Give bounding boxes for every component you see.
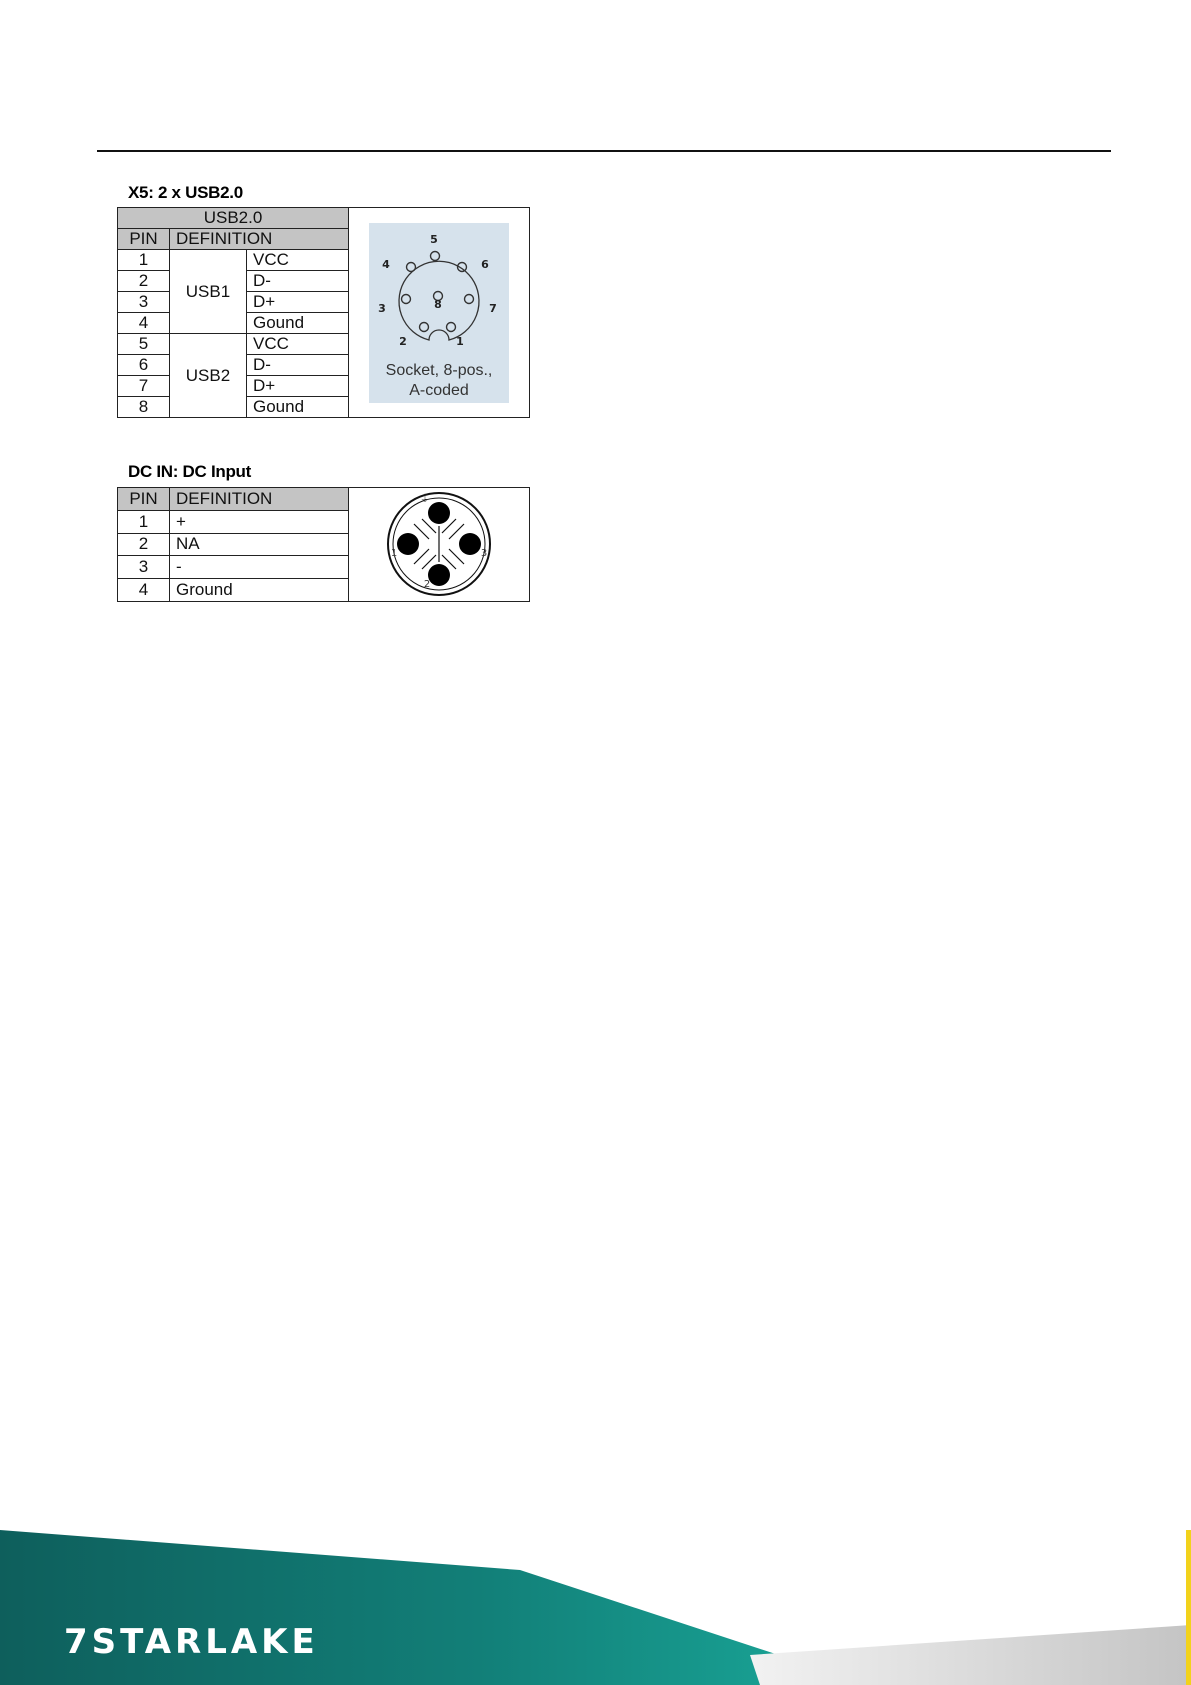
pin-number: 3	[118, 292, 170, 313]
signal-name: D+	[247, 376, 349, 397]
pin-definition: NA	[170, 533, 349, 556]
pin-label-7: 7	[489, 301, 497, 315]
pin-number: 7	[118, 376, 170, 397]
pin-number: 2	[118, 533, 170, 556]
pin-label-2: 2	[399, 334, 407, 348]
brand-logo: 7STARLAKE	[64, 1622, 319, 1662]
dc-socket-icon	[379, 488, 499, 596]
pin-label-4: 4	[382, 257, 390, 271]
group-label-usb2: USB2	[170, 334, 247, 418]
usb-table-title: USB2.0	[118, 208, 349, 229]
caption-line-2: A-coded	[409, 381, 469, 399]
pin-number: 8	[118, 397, 170, 418]
earth-symbol: ⏚	[420, 494, 430, 505]
pin-definition: -	[170, 556, 349, 579]
definition-header: DEFINITION	[170, 488, 349, 511]
header-rule	[97, 150, 1111, 152]
pin-definition: +	[170, 510, 349, 533]
pin-header: PIN	[118, 229, 170, 250]
definition-header: DEFINITION	[170, 229, 349, 250]
caption-line-1: Socket, 8-pos.,	[385, 361, 493, 379]
dc-connector-figure	[349, 488, 530, 602]
pin-label-8: 8	[434, 297, 442, 311]
pin-label-1: 1	[456, 334, 464, 348]
pin-number: 2	[118, 271, 170, 292]
pin-number: 5	[118, 334, 170, 355]
usb-connector-diagram	[369, 223, 509, 403]
usb-socket-icon	[369, 223, 509, 363]
usb-pin-table	[117, 207, 530, 418]
pin-number: 4	[118, 579, 170, 602]
pin-number: 1	[118, 250, 170, 271]
dc-pin-label-2: 2	[423, 579, 431, 590]
signal-name: Gound	[247, 313, 349, 334]
signal-name: D-	[247, 271, 349, 292]
usb-connector-figure	[349, 208, 530, 418]
pin-definition: Ground	[170, 579, 349, 602]
pin-label-3: 3	[378, 301, 386, 315]
signal-name: D+	[247, 292, 349, 313]
pin-number: 4	[118, 313, 170, 334]
usb-connector-caption	[369, 361, 509, 401]
signal-name: VCC	[247, 334, 349, 355]
dc-pin-label-1: 1	[390, 548, 398, 559]
dc-pin-table	[117, 487, 530, 602]
group-label-usb1: USB1	[170, 250, 247, 334]
dc-section-title: DC IN: DC Input	[128, 462, 251, 481]
pin-header: PIN	[118, 488, 170, 511]
signal-name: Gound	[247, 397, 349, 418]
pin-number: 6	[118, 355, 170, 376]
pin-number: 3	[118, 556, 170, 579]
pin-label-6: 6	[481, 257, 489, 271]
pin-label-5: 5	[430, 232, 438, 246]
signal-name: VCC	[247, 250, 349, 271]
signal-name: D-	[247, 355, 349, 376]
pin-number: 1	[118, 510, 170, 533]
usb-section-title: X5: 2 x USB2.0	[128, 183, 243, 202]
dc-pin-label-3: 3	[480, 548, 488, 559]
